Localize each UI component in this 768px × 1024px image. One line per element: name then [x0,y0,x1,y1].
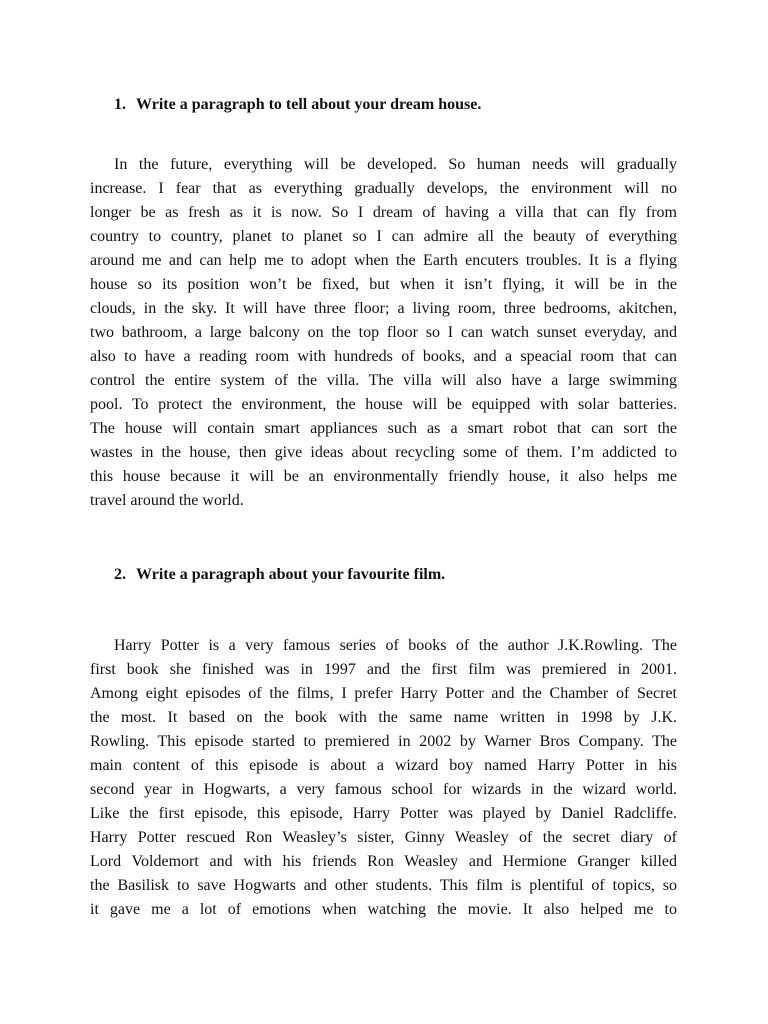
paragraph-line: the Basilisk to save Hogwarts and other students. This film is plentiful of topics, so [90,877,677,894]
paragraph-line: In the future, everything will be developed. So human needs will gradually [114,156,677,173]
favourite-film-paragraph [90,634,677,922]
paragraph-line: house so its position won’t be fixed, but when it isn’t flying, it will be in the [90,276,677,293]
paragraph-line: also to have a reading room with hundreds of books, and a speacial room that can [90,348,677,365]
paragraph-line: wastes in the house, then give ideas about recycling some of them. I’m addicted to [90,444,677,461]
paragraph-line: Like the first episode, this episode, Harry Potter was played by Daniel Radcliffe. [90,805,677,822]
paragraph-line: longer be as fresh as it is now. So I dream of having a villa that can fly from [90,204,677,221]
paragraph-line: travel around the world. [90,492,244,509]
paragraph-line: second year in Hogwarts, a very famous school for wizards in the wizard world. [90,781,677,798]
paragraph-line: country to country, planet to planet so I can admire all the beauty of everything [90,228,677,245]
paragraph-line: this house because it will be an environmentally friendly house, it also helps me [90,468,677,485]
section-1-title: Write a paragraph to tell about your dream house. [136,96,482,113]
section-2-title: Write a paragraph about your favourite film. [136,566,446,583]
paragraph-line: it gave me a lot of emotions when watching the movie. It also helped me to [90,901,677,918]
paragraph-line: around me and can help me to adopt when the Earth encuters troubles. It is a flying [90,252,677,269]
section-2-number: 2. [114,566,126,583]
paragraph-line: increase. I fear that as everything gradually develops, the environment will no [90,180,677,197]
paragraph-line: first book she finished was in 1997 and the first film was premiered in 2001. [90,661,677,678]
paragraph-line: main content of this episode is about a wizard boy named Harry Potter in his [90,757,677,774]
section-1-number: 1. [114,96,126,113]
section-1-heading [114,95,481,115]
section-2-heading [114,565,445,585]
paragraph-line: pool. To protect the environment, the house will be equipped with solar batteries. [90,396,677,413]
paragraph-line: two bathroom, a large balcony on the top floor so I can watch sunset everyday, and [90,324,677,341]
paragraph-line: control the entire system of the villa. The villa will also have a large swimming [90,372,677,389]
paragraph-line: The house will contain smart appliances such as a smart robot that can sort the [90,420,677,437]
paragraph-line: Harry Potter rescued Ron Weasley’s sister, Ginny Weasley of the secret diary of [90,829,677,846]
paragraph-line: Among eight episodes of the films, I prefer Harry Potter and the Chamber of Secret [90,685,677,702]
paragraph-line: clouds, in the sky. It will have three floor; a living room, three bedrooms, akitchen, [90,300,677,317]
paragraph-line: Lord Voldemort and with his friends Ron Weasley and Hermione Granger killed [90,853,677,870]
paragraph-line: the most. It based on the book with the same name written in 1998 by J.K. [90,709,677,726]
dream-house-paragraph [90,153,677,513]
paragraph-line: Harry Potter is a very famous series of books of the author J.K.Rowling. The [114,637,677,654]
paragraph-line: Rowling. This episode started to premiered in 2002 by Warner Bros Company. The [90,733,677,750]
